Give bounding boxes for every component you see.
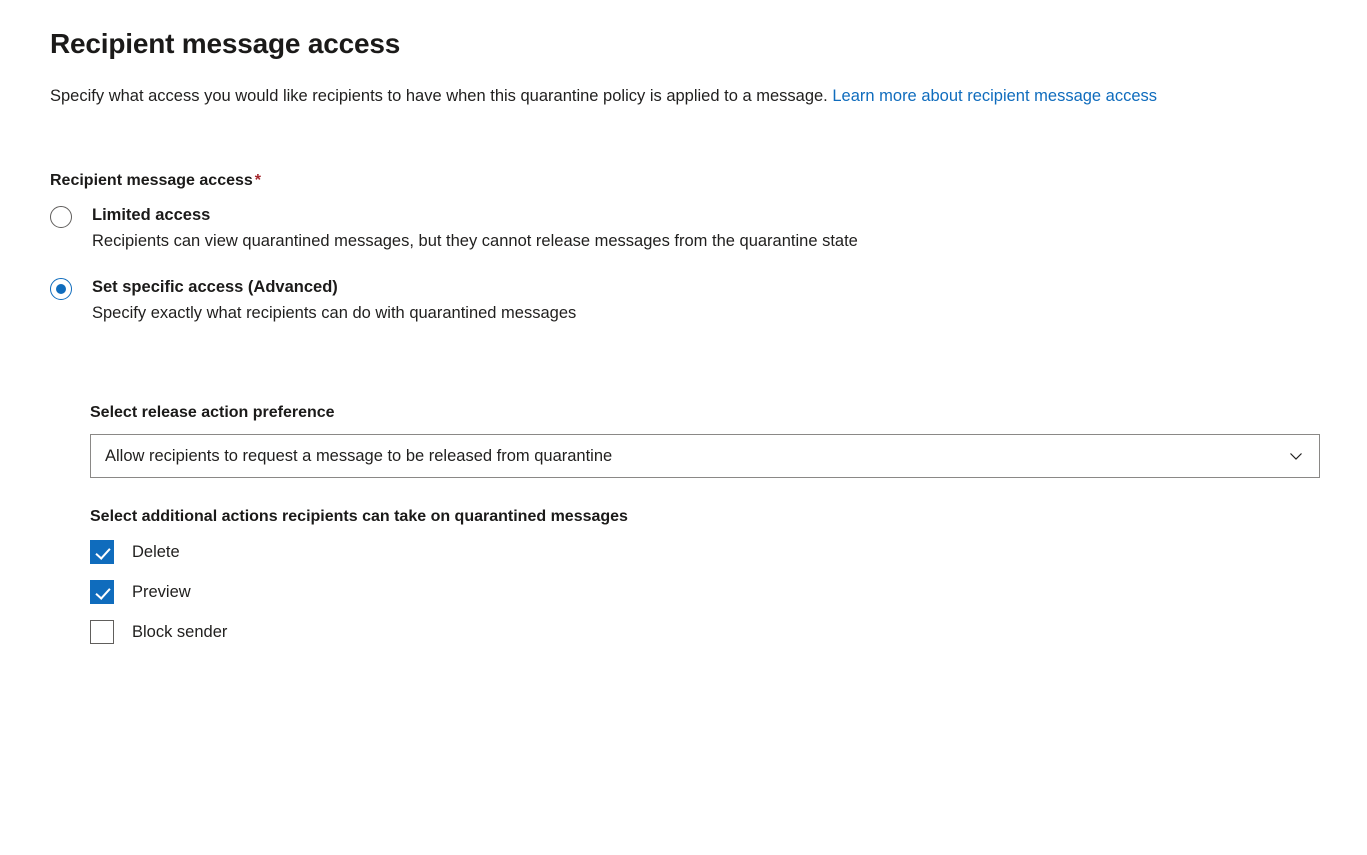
checkbox-row-preview[interactable] bbox=[90, 580, 1319, 604]
chevron-down-icon bbox=[1287, 447, 1305, 465]
radio-option-set-specific-access-text bbox=[92, 276, 576, 326]
learn-more-link[interactable]: Learn more about recipient message access bbox=[832, 87, 1158, 105]
radio-button-set-specific-access[interactable] bbox=[50, 278, 72, 300]
release-action-preference-label: Select release action preference bbox=[90, 404, 335, 421]
advanced-access-options bbox=[90, 404, 1319, 644]
radio-option-limited-access-title: Limited access bbox=[92, 206, 211, 224]
additional-actions-section bbox=[90, 508, 1319, 644]
radio-option-limited-access-text bbox=[92, 204, 858, 254]
radio-button-limited-access[interactable] bbox=[50, 206, 72, 228]
required-asterisk: * bbox=[254, 172, 262, 189]
checkbox-row-delete[interactable] bbox=[90, 540, 1319, 564]
radio-option-set-specific-access-description: Specify exactly what recipients can do with quarantined messages bbox=[92, 304, 577, 322]
radio-option-limited-access[interactable] bbox=[50, 204, 1319, 254]
field-label-text: Recipient message access bbox=[50, 172, 253, 189]
additional-actions-label: Select additional actions recipients can take on quarantined messages bbox=[90, 508, 628, 525]
description-text: Specify what access you would like recipients to have when this quarantine policy is applied to a message. bbox=[50, 87, 833, 105]
checkbox-label-block-sender: Block sender bbox=[132, 622, 228, 641]
radio-option-set-specific-access[interactable] bbox=[50, 276, 1319, 326]
checkbox-label-preview: Preview bbox=[132, 582, 191, 601]
checkbox-delete[interactable] bbox=[90, 540, 114, 564]
radio-option-set-specific-access-title: Set specific access (Advanced) bbox=[92, 278, 338, 296]
checkbox-row-block-sender[interactable] bbox=[90, 620, 1319, 644]
page-title: Recipient message access bbox=[50, 28, 401, 59]
recipient-message-access-radio-group bbox=[50, 204, 1319, 326]
recipient-message-access-label bbox=[50, 172, 1319, 190]
release-action-preference-value: Allow recipients to request a message to be released from quarantine bbox=[105, 446, 613, 465]
page-description bbox=[50, 82, 1319, 110]
radio-option-limited-access-description: Recipients can view quarantined messages, but they cannot release messages from the quarantine state bbox=[92, 232, 858, 250]
checkbox-label-delete: Delete bbox=[132, 542, 180, 561]
checkbox-preview[interactable] bbox=[90, 580, 114, 604]
checkbox-block-sender[interactable] bbox=[90, 620, 114, 644]
release-action-preference-dropdown[interactable] bbox=[90, 434, 1320, 478]
